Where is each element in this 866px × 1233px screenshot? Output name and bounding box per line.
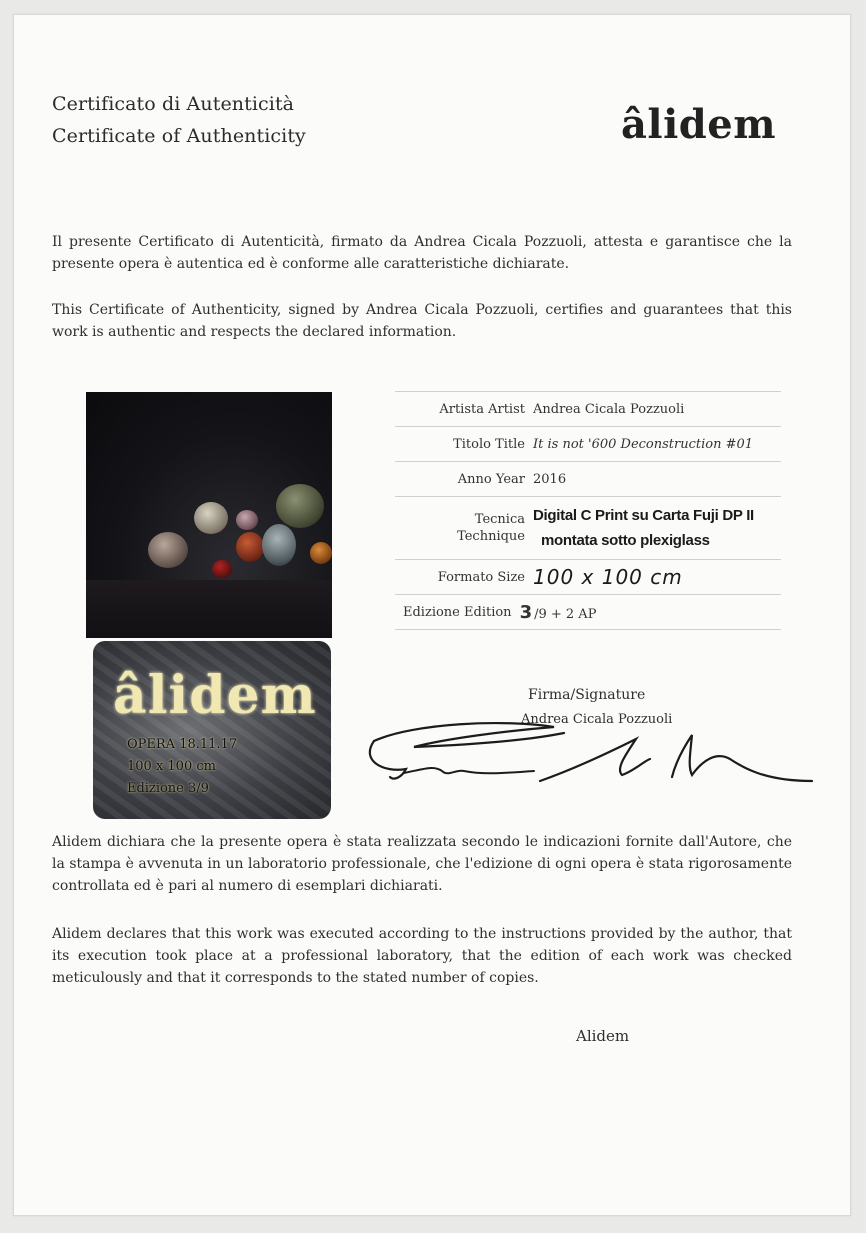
- technique-label: [395, 511, 533, 545]
- alidem-logo: âlidem: [621, 101, 777, 148]
- declaration-english: Alidem declares that this work was executed according to the instructions provided by the author, that its execution took place at a professional laboratory, that the edition of each work was checked meticulously and that it corresponds to the stated number of copies.: [52, 926, 792, 986]
- detail-row-title: [395, 426, 781, 461]
- intro-english: This Certificate of Authenticity, signed by Andrea Cicala Pozzuoli, certifies and guarantees that this work is authentic and respects the declared information.: [52, 302, 792, 340]
- title-english: Certificate of Authenticity: [52, 125, 306, 147]
- title-value: It is not '600 Deconstruction #01: [533, 436, 754, 452]
- artwork-fruit: [194, 502, 228, 534]
- artwork-fruit: [212, 560, 232, 578]
- detail-row-year: [395, 461, 781, 496]
- edition-value: [520, 602, 597, 623]
- hologram-text: Edizione 3/9: [127, 781, 209, 796]
- artwork-details-table: [395, 391, 781, 630]
- edition-label: Edizione Edition: [403, 604, 512, 620]
- hologram-text: 100 x 100 cm: [127, 759, 216, 774]
- certificate-sheet: [13, 14, 851, 1216]
- artwork-table: [86, 580, 332, 638]
- artwork-fruit: [236, 532, 264, 562]
- declaration-italian: Alidem dichiara che la presente opera è stata realizzata secondo le indicazioni fornite dall'Autore, che la stampa è avvenuta in un laboratorio professionale, che l'edizione di ogni opera è stata rigorosamente controllata ed è pari al numero di esemplari dichiarati.: [52, 834, 792, 894]
- artwork-fruit: [276, 484, 324, 528]
- year-label: Anno Year: [457, 471, 525, 487]
- artist-value: Andrea Cicala Pozzuoli: [533, 401, 685, 417]
- title-italian: Certificato di Autenticità: [52, 93, 295, 115]
- handwritten-signature: [354, 711, 824, 791]
- hologram-sticker: [93, 641, 331, 819]
- title-label: Titolo Title: [453, 436, 525, 452]
- detail-row-artist: [395, 391, 781, 426]
- detail-row-edition: [395, 594, 781, 630]
- artwork-thumbnail: [86, 392, 332, 638]
- size-value: 100 x 100 cm: [533, 565, 683, 589]
- artwork-fruit: [262, 524, 296, 566]
- artwork-fruit: [236, 510, 258, 530]
- signoff-alidem: Alidem: [576, 1027, 630, 1045]
- intro-italian: Il presente Certificato di Autenticità, firmato da Andrea Cicala Pozzuoli, attesta e garantisce che la presente opera è autentica ed è conforme alle caratteristiche dichiarate.: [52, 234, 792, 272]
- signature-label: Firma/Signature: [528, 687, 646, 703]
- size-label: Formato Size: [437, 569, 525, 585]
- technique-label-en: Technique: [457, 529, 525, 544]
- technique-value: [533, 503, 754, 553]
- artwork-fruit: [310, 542, 332, 564]
- signatory-name: Andrea Cicala Pozzuoli: [521, 712, 673, 727]
- artist-label: Artista Artist: [439, 401, 525, 417]
- technique-label-it: Tecnica: [474, 512, 525, 527]
- year-value: 2016: [533, 471, 567, 487]
- edition-number: 3: [519, 601, 533, 623]
- technique-line-1: Digital C Print su Carta Fuji DP II: [533, 507, 754, 524]
- artwork-fruit: [148, 532, 188, 568]
- hologram-logo: âlidem: [113, 665, 317, 726]
- hologram-text: OPERA 18.11.17: [127, 737, 238, 752]
- detail-row-size: [395, 559, 781, 594]
- detail-row-technique: [395, 496, 781, 559]
- technique-line-2: montata sotto plexiglass: [541, 532, 710, 549]
- edition-suffix: /9 + 2 AP: [534, 606, 597, 622]
